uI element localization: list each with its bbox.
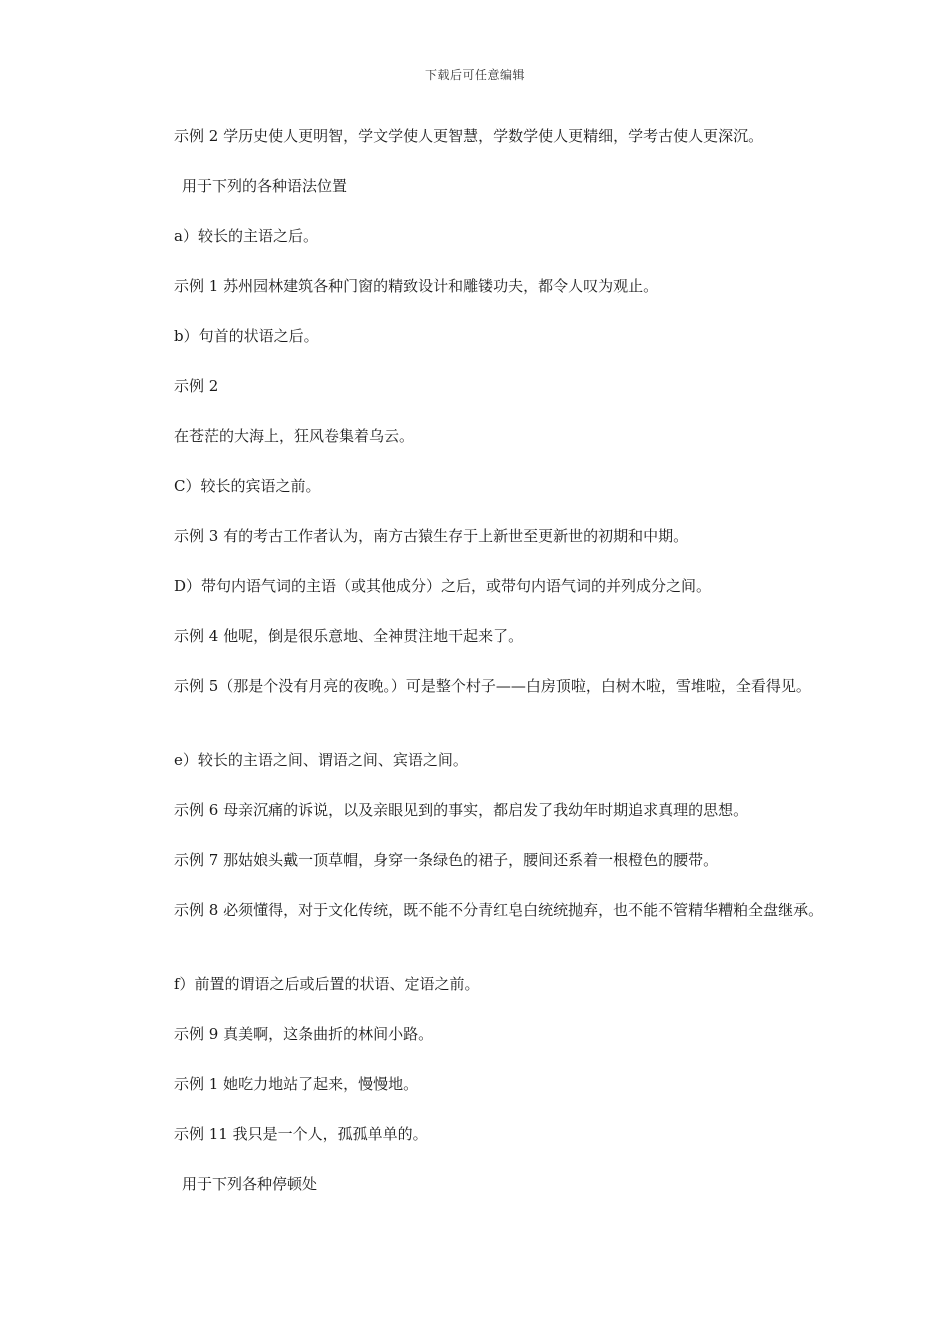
paragraph: 示例 3 有的考古工作者认为，南方古猿生存于上新世至更新世的初期和中期。 xyxy=(174,527,689,545)
paragraph: b）句首的状语之后。 xyxy=(174,327,319,345)
paragraph: 示例 1 她吃力地站了起来，慢慢地。 xyxy=(174,1075,419,1093)
section-heading: 用于下列各种停顿处 xyxy=(182,1175,318,1193)
paragraph: 示例 7 那姑娘头戴一顶草帽，身穿一条绿色的裙子，腰间还系着一根橙色的腰带。 xyxy=(174,851,719,869)
paragraph: a）较长的主语之后。 xyxy=(174,227,318,245)
paragraph: 示例 6 母亲沉痛的诉说，以及亲眼见到的事实，都启发了我幼年时期追求真理的思想。 xyxy=(174,801,749,819)
paragraph: 示例 8 必须懂得，对于文化传统，既不能不分青红皂白统统抛弃，也不能不管精华糟粕全盘继承。 xyxy=(174,901,824,919)
paragraph: 示例 2 学历史使人更明智，学文学使人更智慧，学数学使人更精细，学考古使人更深沉。 xyxy=(174,127,764,145)
paragraph: 示例 9 真美啊，这条曲折的林间小路。 xyxy=(174,1025,434,1043)
paragraph: D）带句内语气词的主语（或其他成分）之后，或带句内语气词的并列成分之间。 xyxy=(174,577,712,595)
section-heading: 用于下列的各种语法位置 xyxy=(182,177,348,195)
paragraph: 示例 2 xyxy=(174,377,219,395)
page-header: 下载后可任意编辑 xyxy=(424,68,525,82)
paragraph: 示例 1 苏州园林建筑各种门窗的精致设计和雕镂功夫，都令人叹为观止。 xyxy=(174,277,659,295)
paragraph: 示例 11 我只是一个人，孤孤单单的。 xyxy=(174,1125,428,1143)
paragraph: e）较长的主语之间、谓语之间、宾语之间。 xyxy=(174,751,468,769)
paragraph: C）较长的宾语之前。 xyxy=(174,477,321,495)
paragraph: 在苍茫的大海上，狂风卷集着乌云。 xyxy=(174,427,415,445)
paragraph: 示例 4 他呢，倒是很乐意地、全神贯注地干起来了。 xyxy=(174,627,524,645)
paragraph: 示例 5（那是个没有月亮的夜晚。）可是整个村子——白房顶啦，白树木啦，雪堆啦，全看得见。 xyxy=(174,677,811,695)
paragraph: f）前置的谓语之后或后置的状语、定语之前。 xyxy=(174,975,480,993)
